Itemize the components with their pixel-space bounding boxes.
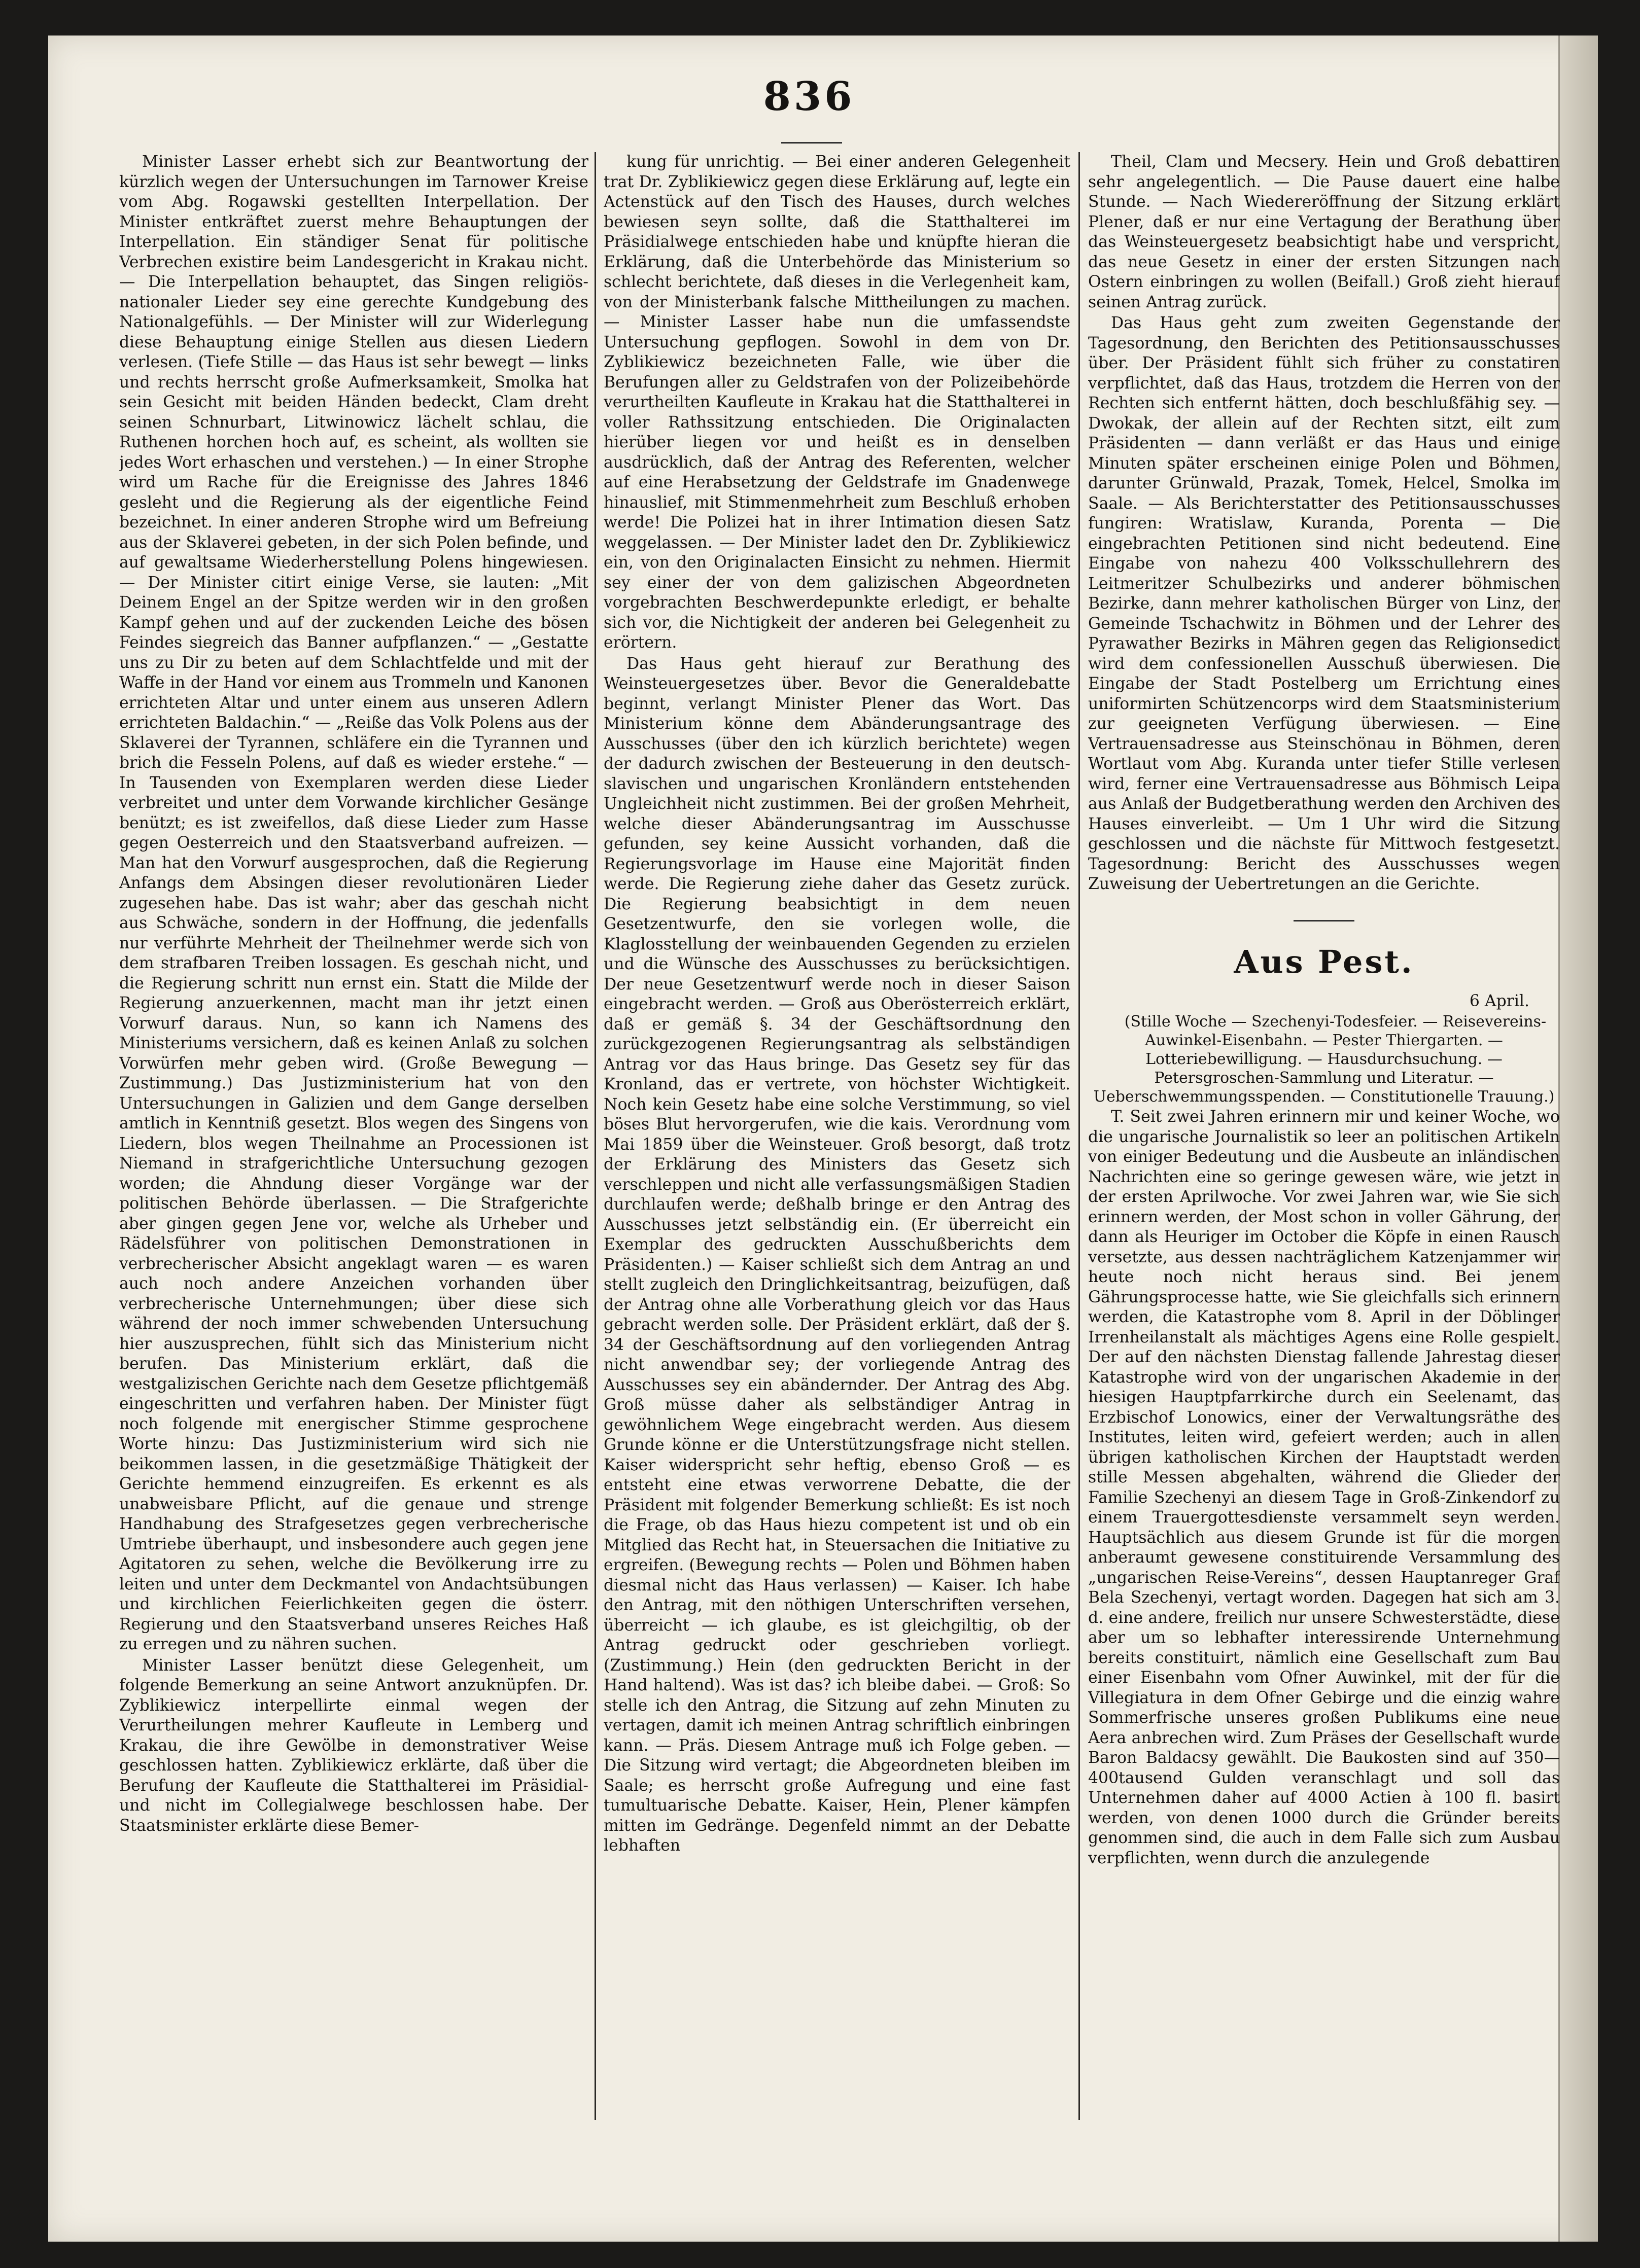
paragraph: Minister Lasser benützt diese Gelegenheit, um folgende Bemerkung an seine Antwort anzuknüpfen. Dr. Zyblikiewicz interpellirte einmal wegen der Verurtheilungen mehrer Kaufleute in Lemberg und Krakau, die ihre Gewölbe in demonstrativer Weise geschlossen hatten. Zyblikiewicz erklärte, daß über die Berufung der Kaufleute die Statthalterei im Präsidial- und nicht im Collegialwege beschlossen habe. Der Staatsminister erklärte diese Bemer- <box>119 1656 588 1835</box>
column-divider <box>1078 152 1080 2120</box>
paragraph: kung für unrichtig. — Bei einer anderen Gelegenheit trat Dr. Zyblikiewicz gegen diese Erklärung auf, legte ein Actenstück auf den Tisch des Hauses, durch welches bewiesen seyn sollte, daß die Statthalterei im Präsidialwege entschieden habe und knüpfte hieran die Erklärung, daß die Unterbehörde das Ministerium so schlecht berichtete, daß dieses in die Verlegenheit kam, von der Ministerbank falsche Mittheilungen zu machen. — Minister Lasser habe nun die umfassendste Untersuchung gepflogen. Sowohl in dem von Dr. Zyblikiewicz bezeichneten Falle, wie über die Berufungen aller zu Geldstrafen von der Polizeibehörde verurtheilten Kaufleute in Krakau hat die Statthalterei in voller Rathssitzung entschieden. Die Originalacten hierüber liegen vor und heißt es in denselben ausdrücklich, daß der Antrag des Referenten, welcher auf eine Herabsetzung der Geldstrafe im Gnadenwege hinauslief, mit Stimmenmehrheit zum Beschluß erhoben werde! Die Polizei hat in ihrer Intimation diesen Satz weggelassen. — Der Minister ladet den Dr. Zyblikiewicz ein, von den Originalacten Einsicht zu nehmen. Hiermit sey einer der von dem galizischen Abgeordneten vorgebrachten Beschwerdepunkte erledigt, er behalte sich vor, die Nichtigkeit der anderen bei Gelegenheit zu erörtern. <box>604 153 1070 652</box>
column-2 <box>604 152 1070 2115</box>
column-1 <box>119 152 588 2115</box>
paragraph: Das Haus geht zum zweiten Gegenstande der Tagesordnung, den Berichten des Petitionsausschusses über. Der Präsident fühlt sich früher zu constatiren verpflichtet, daß das Haus, trotzdem die Herren von der Rechten sich entfernt hätten, doch beschlußfähig sey. — Dwokak, der allein auf der Rechten sitzt, eilt zum Präsidenten — dann verläßt er das Haus und einige Minuten später erscheinen einige Polen und Böhmen, darunter Grünwald, Prazak, Tomek, Helcel, Smolka im Saale. — Als Berichterstatter des Petitionsausschusses fungiren: Wratislaw, Kuranda, Porenta — Die eingebrachten Petitionen sind nicht bedeutend. Eine Eingabe von nahezu 400 Volksschullehrern des Leitmeritzer Schulbezirks und anderer böhmischen Bezirke, dann mehrer katholischen Bürger von Linz, der Gemeinde Tschachwitz in Böhmen und der Lehrer des Pyrawather Bezirks in Mähren gegen das Religionsedict wird dem confessionellen Ausschuß überwiesen. Die Eingabe der Stadt Postelberg um Errichtung eines uniformirten Schützencorps wird dem Staatsministerium zur geeigneten Verfügung überwiesen. — Eine Vertrauensadresse aus Steinschönau in Böhmen, deren Wortlaut vom Abg. Kuranda unter tiefer Stille verlesen wird, ferner eine Vertrauensadresse aus Böhmisch Leipa aus Anlaß der Budgetberathung werden den Archiven des Hauses einverleibt. — Um 1 Uhr wird die Sitzung geschlossen und die nächste für Mittwoch festgesetzt. Tagesordnung: Bericht des Ausschusses wegen Zuweisung der Uebertretungen an die Gerichte. <box>1088 314 1560 893</box>
header-rule <box>781 142 842 144</box>
section-rule <box>1294 920 1354 922</box>
paragraph: T. Seit zwei Jahren erinnern mir und keiner Woche, wo die ungarische Journalistik so leer an politischen Artikeln von einiger Bedeutung und die Ausbeute an inländischen Nachrichten eine so geringe gewesen wäre, wie jetzt in der ersten Aprilwoche. Vor zwei Jahren war, wie Sie sich erinnern werden, der Most schon in voller Gährung, der dann als Heuriger im October die Köpfe in einen Rausch versetzte, aus dessen nachträglichem Katzenjammer wir heute noch nicht heraus sind. Bei jenem Gährungsprocesse hatte, wie Sie gleichfalls sich erinnern werden, die Katastrophe vom 8. April in der Döblinger Irrenheilanstalt als mächtiges Agens eine Rolle gespielt. Der auf den nächsten Dienstag fallende Jahrestag dieser Katastrophe wird von der ungarischen Akademie in der hiesigen Hauptpfarrkirche durch ein Seelenamt, das Erzbischof Lonowics, einer der Verwaltungsräthe des Institutes, leiten wird, gefeiert werden; auch in allen übrigen katholischen Kirchen der Hauptstadt werden stille Messen abgehalten, während die Glieder der Familie Szechenyi an diesem Tage in Groß-Zinkendorf zu einem Trauergottesdienste versammelt seyn werden. Hauptsächlich aus diesem Grunde ist für die morgen anberaumt gewesene constituirende Versammlung des „ungarischen Reise-Vereins“, dessen Hauptanreger Graf Bela Szechenyi, vertagt worden. Dagegen hat sich am 3. d. eine andere, freilich nur unsere Schwesterstädte, diese aber um so lebhafter interessirende Unternehmung bereits constituirt, nämlich eine Gesellschaft zum Bau einer Eisenbahn vom Ofner Auwinkel, mit der für die Villegiatura in dem Ofner Gebirge und die einzig wahre Sommerfrische unseres großen Publikums eine neue Aera anbrechen wird. Zum Präses der Gesellschaft wurde Baron Baldacsy gewählt. Die Baukosten sind auf 350—400tausend Gulden veranschlagt und soll das Unternehmen daher auf 4000 Actien à 100 fl. basirt werden, von denen 1000 durch die Gründer bereits genommen sind, die auch in dem Falle sich zum Ausbau verpflichten, wenn durch die anzulegende <box>1088 1108 1560 1867</box>
paragraph: Das Haus geht hierauf zur Berathung des Weinsteuergesetzes über. Bevor die Generaldebatte beginnt, verlangt Minister Plener das Wort. Das Ministerium könne dem Abänderungsantrage des Ausschusses (über den ich kürzlich berichtete) wegen der dadurch zwischen der Besteuerung in den deutsch-slavischen und ungarischen Kronländern entstehenden Ungleichheit nicht zustimmen. Bei der großen Mehrheit, welche dieser Abänderungsantrag im Ausschusse gefunden, sey keine Aussicht vorhanden, daß die Regierungsvorlage im Hause eine Majorität finden werde. Die Regierung ziehe daher das Gesetz zurück. Die Regierung beabsichtigt in dem neuen Gesetzentwurfe, den sie vorlegen wolle, die Klaglosstellung der weinbauenden Gegenden zu erzielen und die Wünsche des Ausschusses zu berücksichtigen. Der neue Gesetzentwurf werde noch in dieser Saison eingebracht werden. — Groß aus Oberösterreich erklärt, daß er gemäß §. 34 der Geschäftsordnung den zurückgezogenen Regierungsantrag als selbständigen Antrag vor das Haus bringe. Das Gesetz sey für das Kronland, das er vertrete, von höchster Wichtigkeit. Noch kein Gesetz habe eine solche Verstimmung, so viel böses Blut hervorgerufen, wie die kais. Verordnung vom Mai 1859 über die Weinsteuer. Groß besorgt, daß trotz der Erklärung des Ministers das Gesetz sich verschleppen und nicht alle verfassungsmäßigen Stadien durchlaufen werde; deßhalb bringe er den Antrag des Ausschusses jetzt selbständig ein. (Er überreicht ein Exemplar des gedruckten Ausschußberichts dem Präsidenten.) — Kaiser schließt sich dem Antrag an und stellt zugleich den Dringlichkeitsantrag, beizufügen, daß der Antrag ohne alle Vorberathung gleich vor das Haus gebracht werden solle. Der Präsident erklärt, daß der §. 34 der Geschäftsordnung auf den vorliegenden Antrag nicht anwendbar sey; der vorliegende Antrag des Ausschusses sey ein abändernder. Der Antrag des Abg. Groß müsse daher als selbständiger Antrag in gewöhnlichem Wege eingebracht werden. Aus diesem Grunde könne er die Unterstützungsfrage nicht stellen. Kaiser widerspricht sehr heftig, ebenso Groß — es entsteht eine etwas verworrene Debatte, die der Präsident mit folgender Bemerkung schließt: Es ist noch die Frage, ob das Haus hiezu competent ist und ob ein Mitglied das Recht hat, in Steuersachen die Initiative zu ergreifen. (Bewegung rechts — Polen und Böhmen haben diesmal nicht das Haus verlassen) — Kaiser. Ich habe den Antrag, mit den nöthigen Unterschriften versehen, überreicht — ich glaube, es ist gleichgiltig, ob der Antrag gedruckt oder geschrieben vorliegt. (Zustimmung.) Hein (den gedruckten Bericht in der Hand haltend). Was ist das? ich bleibe dabei. — Groß: So stelle ich den Antrag, die Sitzung auf zehn Minuten zu vertagen, damit ich meinen Antrag schriftlich einbringen kann. — Präs. Diesem Antrage muß ich Folge geben. — Die Sitzung wird vertagt; die Abgeordneten bleiben im Saale; es herrscht große Aufregung und eine fast tumultuarische Debatte. Kaiser, Hein, Plener kämpfen mitten im Gedränge. Degenfeld nimmt an der Debatte lebhaften <box>604 654 1070 1855</box>
column-3 <box>1088 152 1560 2115</box>
paragraph: Theil, Clam und Mecsery. Hein und Groß debattiren sehr angelegentlich. — Die Pause dauert eine halbe Stunde. — Nach Wiedereröffnung der Sitzung erklärt Plener, daß er nur eine Vertagung der Berathung über das Weinsteuergesetz beabsichtigt habe und verspricht, das neue Gesetz in einer der ersten Sitzungen nach Ostern einbringen zu wollen (Beifall.) Groß zieht hierauf seinen Antrag zurück. <box>1088 153 1560 311</box>
paragraph: Minister Lasser erhebt sich zur Beantwortung der kürzlich wegen der Untersuchungen im Tarnower Kreise vom Abg. Rogawski gestellten Interpellation. Der Minister entkräftet zuerst mehre Behauptungen der Interpellation. Ein ständiger Senat für politische Verbrechen existire beim Landesgericht in Krakau nicht. — Die Interpellation behauptet, das Singen religiös-nationaler Lieder sey eine gerechte Kundgebung des Nationalgefühls. — Der Minister will zur Widerlegung diese Behauptung einige Stellen aus diesen Liedern verlesen. (Tiefe Stille — das Haus ist sehr bewegt — links und rechts herrscht große Aufmerksamkeit, Smolka hat sein Gesicht mit beiden Händen bedeckt, Clam dreht seinen Schnurbart, Litwinowicz lächelt schlau, die Ruthenen horchen hoch auf, es scheint, als wollten sie jedes Wort erhaschen und verstehen.) — In einer Strophe wird um Rache für die Ereignisse des Jahres 1846 gesleht und die Regierung als der eigentliche Feind bezeichnet. In einer anderen Strophe wird um Befreiung aus der Sklaverei gebeten, in der sich Polen befinde, und auf gewaltsame Wiederherstellung Polens hingewiesen. — Der Minister citirt einige Verse, sie lauten: „Mit Deinem Engel an der Spitze werden wir in den großen Kampf gehen und auf der zuckenden Leiche des bösen Feindes siegreich das Banner aufpflanzen.“ — „Gestatte uns zu Dir zu beten auf dem Schlachtfelde und mit der Waffe in der Hand vor einem aus Trommeln und Kanonen errichteten Altar und unter einem aus unseren Adlern errichteten Baldachin.“ — „Reiße das Volk Polens aus der Sklaverei der Tyrannen, schläfere ein die Tyrannen und brich die Fesseln Polens, auf daß es wieder erstehe.“ — In Tausenden von Exemplaren werden diese Lieder verbreitet und unter dem Vorwande kirchlicher Gesänge benützt; es ist zweifellos, daß diese Lieder zum Hasse gegen Oesterreich und den Staatsverband aufreizen. — Man hat den Vorwurf ausgesprochen, daß die Regierung Anfangs dem Absingen dieser revolutionären Lieder zugesehen habe. Das ist wahr; aber das geschah nicht aus Schwäche, sondern in der Hoffnung, die jedenfalls nur verführte Mehrheit der Theilnehmer werde sich von dem strafbaren Treiben lossagen. Es geschah nicht, und die Regierung schritt nun ernst ein. Statt die Milde der Regierung anzuerkennen, macht man ihr jetzt einen Vorwurf daraus. Nun, so kann ich Namens des Ministeriums versichern, daß es keinen Anlaß zu solchen Vorwürfen mehr geben wird. (Große Bewegung — Zustimmung.) Das Justizministerium hat von den Untersuchungen in Galizien und dem Gange derselben amtlich in Kenntniß gesetzt. Blos wegen des Singens von Liedern, blos wegen Theilnahme an Processionen ist Niemand in strafgerichtliche Untersuchung gezogen worden; die Ahndung dieser Vorgänge war der politischen Behörde überlassen. — Die Strafgerichte aber gingen gegen Jene vor, welche als Urheber und Rädelsführer von politischen Demonstrationen in verbrecherischer Absicht angeklagt waren — es waren auch noch andere Anzeichen vorhanden über verbrecherische Unternehmungen; über diese sich während der noch immer schwebenden Untersuchung hier auszusprechen, fühlt sich das Ministerium nicht berufen. Das Ministerium erklärt, daß die westgalizischen Gerichte nach dem Gesetze pflichtgemäß eingeschritten und verfahren haben. Der Minister fügt noch folgende mit energischer Stimme gesprochene Worte hinzu: Das Justizministerium wird sich nie beikommen lassen, in die gesetzmäßige Thätigkeit der Gerichte hemmend einzugreifen. Es erkennt es als unabweisbare Pflicht, auf die genaue und strenge Handhabung des Strafgesetzes gegen verbrecherische Umtriebe überhaupt, und insbesondere auch gegen jene Agitatoren zu sehen, welche die Bevölkerung irre zu leiten und unter dem Deckmantel von Andachtsübungen und kirchlichen Feierlichkeiten gegen die österr. Regierung und den Staatsverband unseres Reiches Haß zu erregen und zu nähren suchen. <box>119 153 588 1653</box>
column-divider <box>595 152 596 2120</box>
section-summary: (Stille Woche — Szechenyi-Todesfeier. — Reisevereins-Auwinkel-Eisenbahn. — Pester Thiergarten. — Lotteriebewilligung. — Hausdurchsuchung. — Petersgroschen-Sammlung und Literatur. — Ueberschwemmungsspenden. — Constitutionelle Trauung.) <box>1093 1013 1555 1106</box>
dateline: 6 April. <box>1469 991 1529 1010</box>
section-heading: Aus Pest. <box>1234 943 1414 980</box>
page-number: 836 <box>763 74 855 120</box>
page-edge <box>1558 36 1598 2242</box>
